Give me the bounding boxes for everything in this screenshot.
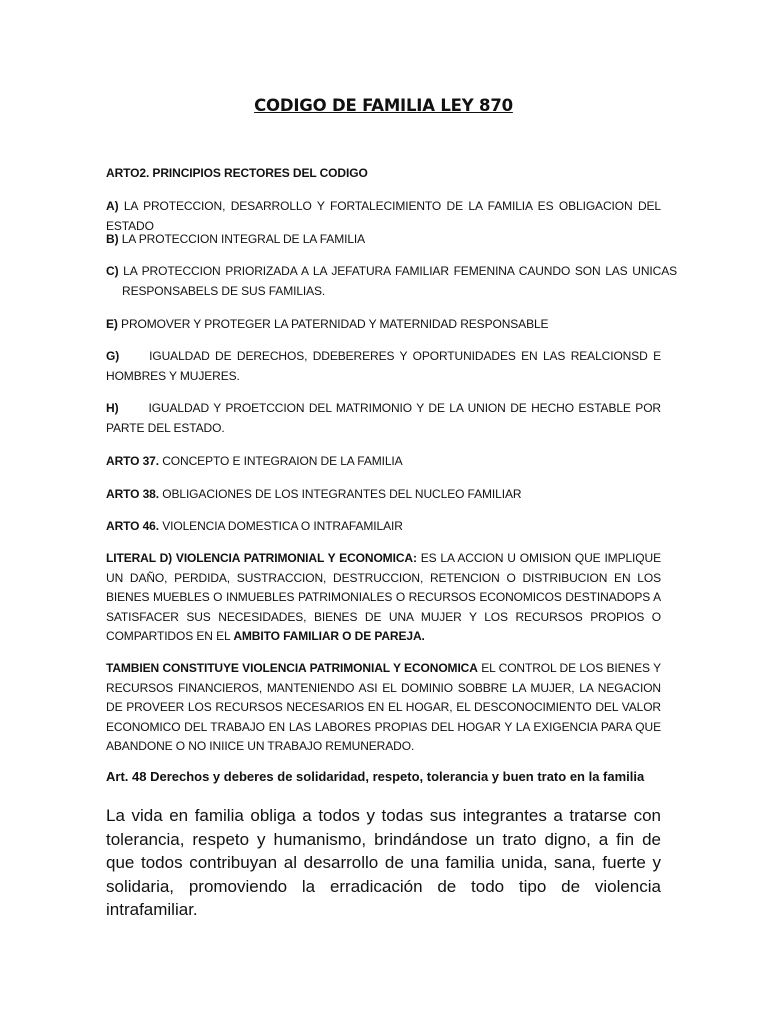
arto-38-text: OBLIGACIONES DE LOS INTEGRANTES DEL NUCLEO FAMILIAR <box>159 487 522 501</box>
literal-d-label: LITERAL D) VIOLENCIA PATRIMONIAL Y ECONOMICA: <box>106 551 417 565</box>
art-48-body: La vida en familia obliga a todos y todas sus integrantes a tratarse con tolerancia, respeto y humanismo, brindándose un trato digno, a fin de que todos contribuyan al desarrollo de una familia unida, sana, fuerte y solidaria, promoviendo la erradicación de todo tipo de violencia intrafamiliar. <box>106 806 661 919</box>
literal-d-tail: AMBITO FAMILIAR O DE PAREJA. <box>233 629 425 643</box>
literal-d-paragraph <box>106 549 661 647</box>
principle-c <box>106 262 677 301</box>
principle-a-label: A) <box>106 199 119 213</box>
tambien-text: EL CONTROL DE LOS BIENES Y RECURSOS FINANCIEROS, MANTENIENDO ASI EL DOMINIO SOBBRE LA MUJER, LA NEGACION DE PROVEER LOS RECURSOS NECESARIOS EN EL HOGAR, EL DESCONOCIMIENTO DEL VALOR ECONOMICO DEL TRABAJO EN LAS LABORES PROPIAS DEL HOGAR Y LA EXIGENCIA PARA QUE ABANDONE O NO INIICE UN TRABAJO REMUNERADO. <box>106 661 661 753</box>
tambien-label: TAMBIEN CONSTITUYE VIOLENCIA PATRIMONIAL Y ECONOMICA <box>106 661 478 675</box>
arto-37-text: CONCEPTO E INTEGRAION DE LA FAMILIA <box>159 454 403 468</box>
principle-g-text: IGUALDAD DE DERECHOS, DDEBERERES Y OPORTUNIDADES EN LAS REALCIONSD E HOMBRES Y MUJERES. <box>106 349 661 383</box>
principle-g <box>106 347 661 386</box>
document-title: CODIGO DE FAMILIA LEY 870 <box>254 96 513 115</box>
principle-e-text: PROMOVER Y PROTEGER LA PATERNIDAD Y MATERNIDAD RESPONSABLE <box>117 317 549 331</box>
tambien-paragraph <box>106 659 661 757</box>
principle-h-text: IGUALDAD Y PROETCCION DEL MATRIMONIO Y DE LA UNION DE HECHO ESTABLE POR PARTE DEL ESTADO. <box>106 401 661 435</box>
principle-a-text: LA PROTECCION, DESARROLLO Y FORTALECIMIENTO DE LA FAMILIA ES OBLIGACION DEL ESTADO <box>106 199 661 233</box>
principle-b <box>106 230 661 250</box>
literal-d-text: ES LA ACCION U OMISION QUE IMPLIQUE UN DAÑO, PERDIDA, SUSTRACCION, DESTRUCCION, RETENCION O DISTRIBUCION EN LOS BIENES MUEBLES O INMUEBLES PATRIMONIALES O RECURSOS ECONOMICOS DESTINADOPS A SATISFACER SUS NECESIDADES, BIENES DE UNA MUJER Y LOS RECURSOS PROPIOS O COMPARTIDOS EN EL <box>106 551 661 643</box>
arto2-heading: ARTO2. PRINCIPIOS RECTORES DEL CODIGO <box>106 166 368 180</box>
principle-c-label: C) <box>106 264 119 278</box>
principle-e-label: E) <box>106 317 118 331</box>
arto-46-text: VIOLENCIA DOMESTICA O INTRAFAMILAIR <box>159 519 403 533</box>
principle-b-text: LA PROTECCION INTEGRAL DE LA FAMILIA <box>118 232 366 246</box>
arto-46-label: ARTO 46. <box>106 519 159 533</box>
principle-h-label: H) <box>106 401 119 415</box>
principle-e <box>106 315 661 335</box>
principle-b-label: B) <box>106 232 119 246</box>
arto-38-label: ARTO 38. <box>106 487 159 501</box>
arto-38 <box>106 485 661 505</box>
principle-c-text: LA PROTECCION PRIORIZADA A LA JEFATURA FAMILIAR FEMENINA CAUNDO SON LAS UNICAS RESPONSABELS DE SUS FAMILIAS. <box>118 264 677 298</box>
principle-h <box>106 399 661 438</box>
arto-37-label: ARTO 37. <box>106 454 159 468</box>
arto-46 <box>106 517 661 537</box>
arto-37 <box>106 452 661 472</box>
principle-g-label: G) <box>106 349 120 363</box>
art-48-heading: Art. 48 Derechos y deberes de solidaridad, respeto, tolerancia y buen trato en la familia <box>106 769 645 784</box>
